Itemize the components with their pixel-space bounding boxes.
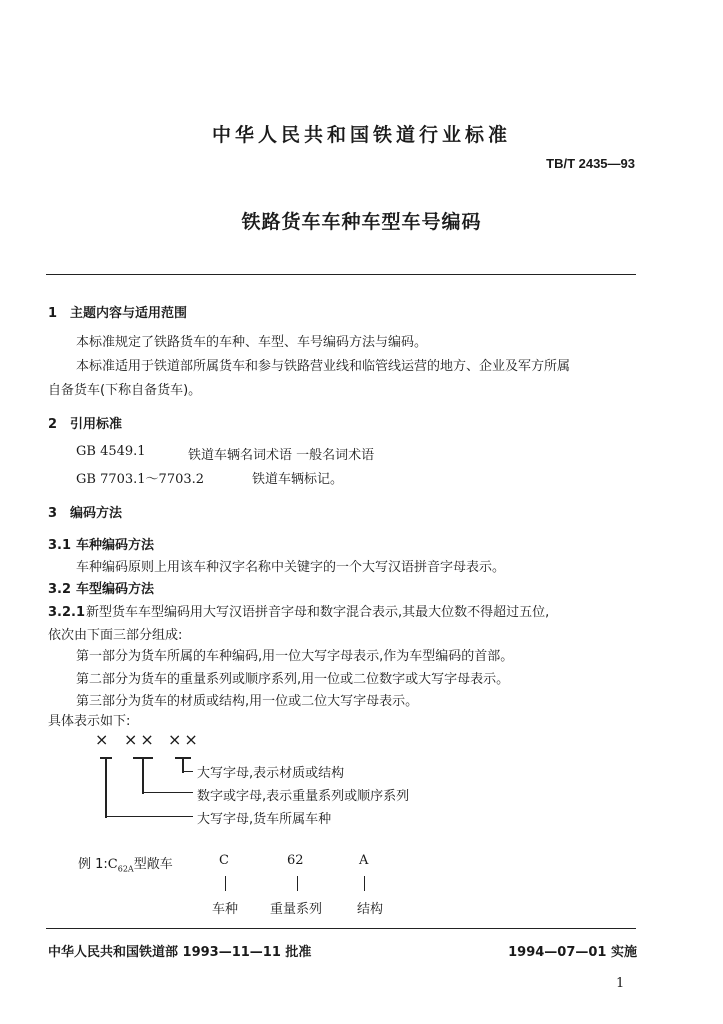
paragraph: 车种编码原则上用该车种汉字名称中关键字的一个大写汉语拼音字母表示。 <box>76 560 506 575</box>
subsection-number: 3.2.1 <box>48 605 86 620</box>
section-title: 编码方法 <box>70 506 123 521</box>
example-label <box>78 853 173 874</box>
paragraph: 第一部分为货车所属的车种编码,用一位大写字母表示,作为车型编码的首部。 <box>76 649 514 664</box>
subsection-3-2-1 <box>48 601 549 620</box>
reference-code: GB 4549.1 <box>76 444 146 459</box>
example-tick <box>297 876 298 891</box>
paragraph: 第二部分为货车的重量系列或顺序系列,用一位或二位数字或大写字母表示。 <box>76 672 510 687</box>
diagram-label-type: 大写字母,货车所属车种 <box>197 812 332 827</box>
example-label-a: 结构 <box>357 902 384 917</box>
bracket-leader <box>182 771 193 772</box>
example-code-c: C <box>219 853 229 868</box>
example-tick <box>364 876 365 891</box>
code-position-2: ×× <box>124 730 157 749</box>
example-label-62: 重量系列 <box>270 902 323 917</box>
example-code-a: A <box>359 853 369 868</box>
effective-date: 1994—07—01 实施 <box>508 945 637 960</box>
paragraph: 自备货车(下称自备货车)。 <box>48 383 202 398</box>
bracket-leader <box>142 792 193 793</box>
example-model-letter: C <box>107 857 118 872</box>
paragraph: 依次由下面三部分组成: <box>48 628 183 643</box>
diagram-label-weight: 数字或字母,表示重量系列或顺序系列 <box>197 789 410 804</box>
bracket-leader <box>105 816 193 817</box>
section-title: 引用标准 <box>70 417 123 432</box>
paragraph: 具体表示如下: <box>48 714 131 729</box>
example-model-subscript: 62A <box>117 864 134 874</box>
reference-name: 铁道车辆标记。 <box>252 472 344 487</box>
document-title: 铁路货车车种车型车号编码 <box>241 211 482 233</box>
section-3-heading <box>48 502 122 521</box>
footer-rule <box>46 928 636 929</box>
subsection-title: 车种编码方法 <box>76 538 155 553</box>
example-code-62: 62 <box>287 853 304 868</box>
example-model-suffix: 型敞车 <box>133 857 173 872</box>
example-label-c: 车种 <box>212 902 239 917</box>
section-1-heading <box>48 302 187 321</box>
example-prefix: 例 1: <box>78 857 108 872</box>
reference-name: 铁道车辆名词术语 一般名词术语 <box>188 448 375 463</box>
standard-code: TB/T 2435—93 <box>546 156 635 171</box>
page-number: 1 <box>616 976 625 991</box>
bracket-stem <box>105 757 107 818</box>
paragraph: 本标准规定了铁路货车的车种、车型、车号编码方法与编码。 <box>76 335 428 350</box>
section-number: 1 <box>48 306 58 321</box>
diagram-label-material: 大写字母,表示材质或结构 <box>197 766 345 781</box>
subsection-number: 3.2 <box>48 582 72 597</box>
paragraph: 新型货车车型编码用大写汉语拼音字母和数字混合表示,其最大位数不得超过五位, <box>86 605 550 620</box>
header-rule <box>46 274 636 275</box>
code-position-1: × <box>95 730 112 749</box>
subsection-3-1-heading <box>48 534 154 553</box>
subsection-number: 3.1 <box>48 538 72 553</box>
subsection-title: 车型编码方法 <box>76 582 155 597</box>
subsection-3-2-heading <box>48 578 154 597</box>
bracket-stem <box>142 757 144 794</box>
section-title: 主题内容与适用范围 <box>70 306 188 321</box>
section-number: 2 <box>48 417 58 432</box>
section-number: 3 <box>48 506 58 521</box>
approval-line: 中华人民共和国铁道部 1993—11—11 批准 <box>48 945 312 960</box>
reference-code: GB 7703.1～7703.2 <box>76 472 205 487</box>
code-position-3: ×× <box>168 730 201 749</box>
org-title: 中华人民共和国铁道行业标准 <box>211 124 511 146</box>
paragraph: 第三部分为货车的材质或结构,用一位或二位大写字母表示。 <box>76 694 419 709</box>
paragraph: 本标准适用于铁道部所属货车和参与铁路营业线和临管线运营的地方、企业及军方所属 <box>76 359 571 374</box>
section-2-heading <box>48 413 122 432</box>
example-tick <box>225 876 226 891</box>
